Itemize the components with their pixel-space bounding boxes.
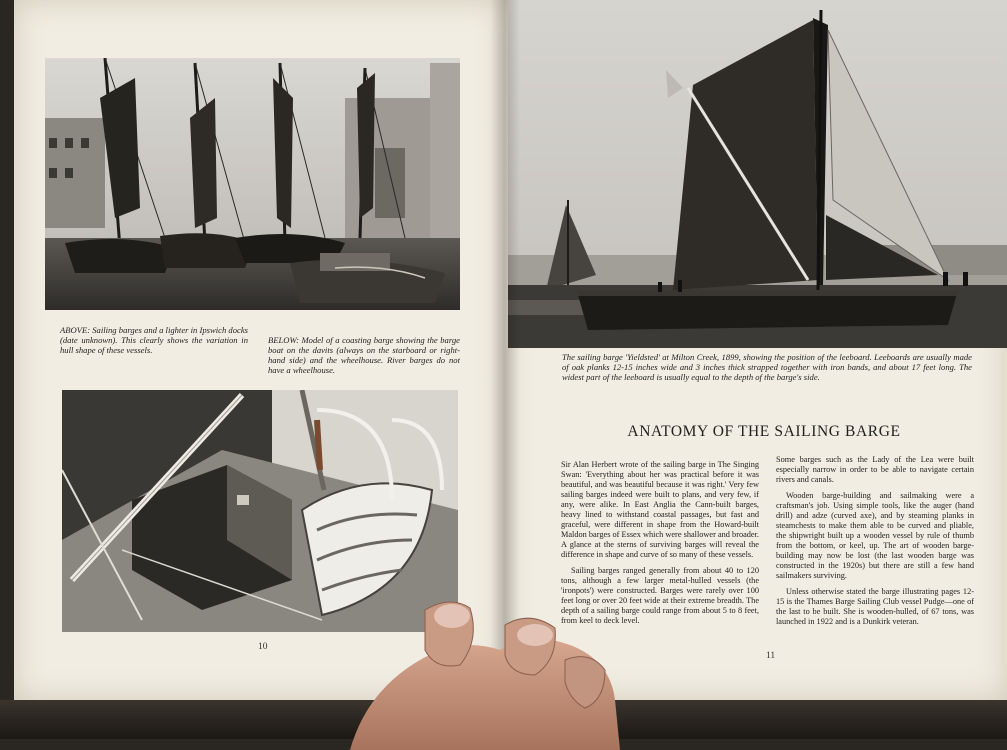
photo-barge-model	[62, 390, 458, 632]
right-page	[504, 0, 1007, 700]
caption-below: BELOW: Model of a coasting barge showing the barge boat on the davits (always on the starboard or right-hand side) and the wheelhouse. River barges do not have a wheelhouse.	[268, 335, 460, 375]
photo-barges-ipswich-docks	[45, 58, 460, 310]
left-page	[14, 0, 505, 700]
text-column-2	[776, 455, 974, 633]
page-number-left: 10	[258, 642, 268, 652]
text-column-1	[561, 460, 759, 632]
column2-paragraph-1: Some barges such as the Lady of the Lea were built especially narrow in order to be able to navigate certain rivers and canals.	[776, 455, 974, 484]
column1-paragraph-2: Sailing barges ranged generally from about 40 to 120 tons, although a few larger metal-hulled vessels (the 'ironpots') were constructed. Barges were rarely over 100 feet long or over 20 feet wide at their extreme breadth. The depth of a sailing barge could range from about 5 to 8 feet, from keel to deck level.	[561, 566, 759, 625]
article-title: ANATOMY OF THE SAILING BARGE	[627, 423, 901, 440]
column1-paragraph-1: Sir Alan Herbert wrote of the sailing barge in The Singing Swan: 'Everything about her was practical before it was beautiful, and was beautiful because it was right.' Very few sailing barges indeed were built to plans, and very few, if any, were alike. In East Anglia the Cann-built barges, heavy lined to withstand coastal passages, but fast and graceful, were different in shape from the Howard-built Maldon barges of Essex which were shallower and broader. A glance at the sterns of surviving barges will reveal the difference in shape and curve of so many of these vessels.	[561, 460, 759, 559]
photo-yieldsted-milton-creek	[508, 0, 1007, 348]
table-surface	[0, 700, 1007, 739]
page-number-right: 11	[766, 651, 776, 661]
column2-paragraph-2: Wooden barge-building and sailmaking were a craftsman's job. Using simple tools, like the auger (hand drill) and adze (curved axe), and by steaming planks in steamchests to make them able to be curved and pliable, the shipwright built up a wooden vessel by rule of thumb from the bottom, or keel, up. The art of wooden barge-building may now be lost (the last wooden barge was constructed in the 1920s) but there are still a few hand sailmakers surviving.	[776, 491, 974, 580]
column2-paragraph-3: Unless otherwise stated the barge illustrating pages 12-15 is the Thames Barge Sailing Club vessel Pudge—one of the last to be built. She is wooden-hulled, of 67 tons, was launched in 1922 and is a Dunkirk veteran.	[776, 587, 974, 626]
photo-caption-yieldsted: The sailing barge 'Yieldsted' at Milton Creek, 1899, showing the position of the leeboard. Leeboards are usually made of oak planks 12-15 inches wide and 3 inches thick strapped together with iron bands, and about 17 feet long. The widest part of the leeboard is usually equal to the depth of the barge's side.	[562, 352, 972, 382]
caption-above: ABOVE: Sailing barges and a lighter in Ipswich docks (date unknown). This clearly shows the variation in hull shape of these vessels.	[60, 325, 248, 355]
